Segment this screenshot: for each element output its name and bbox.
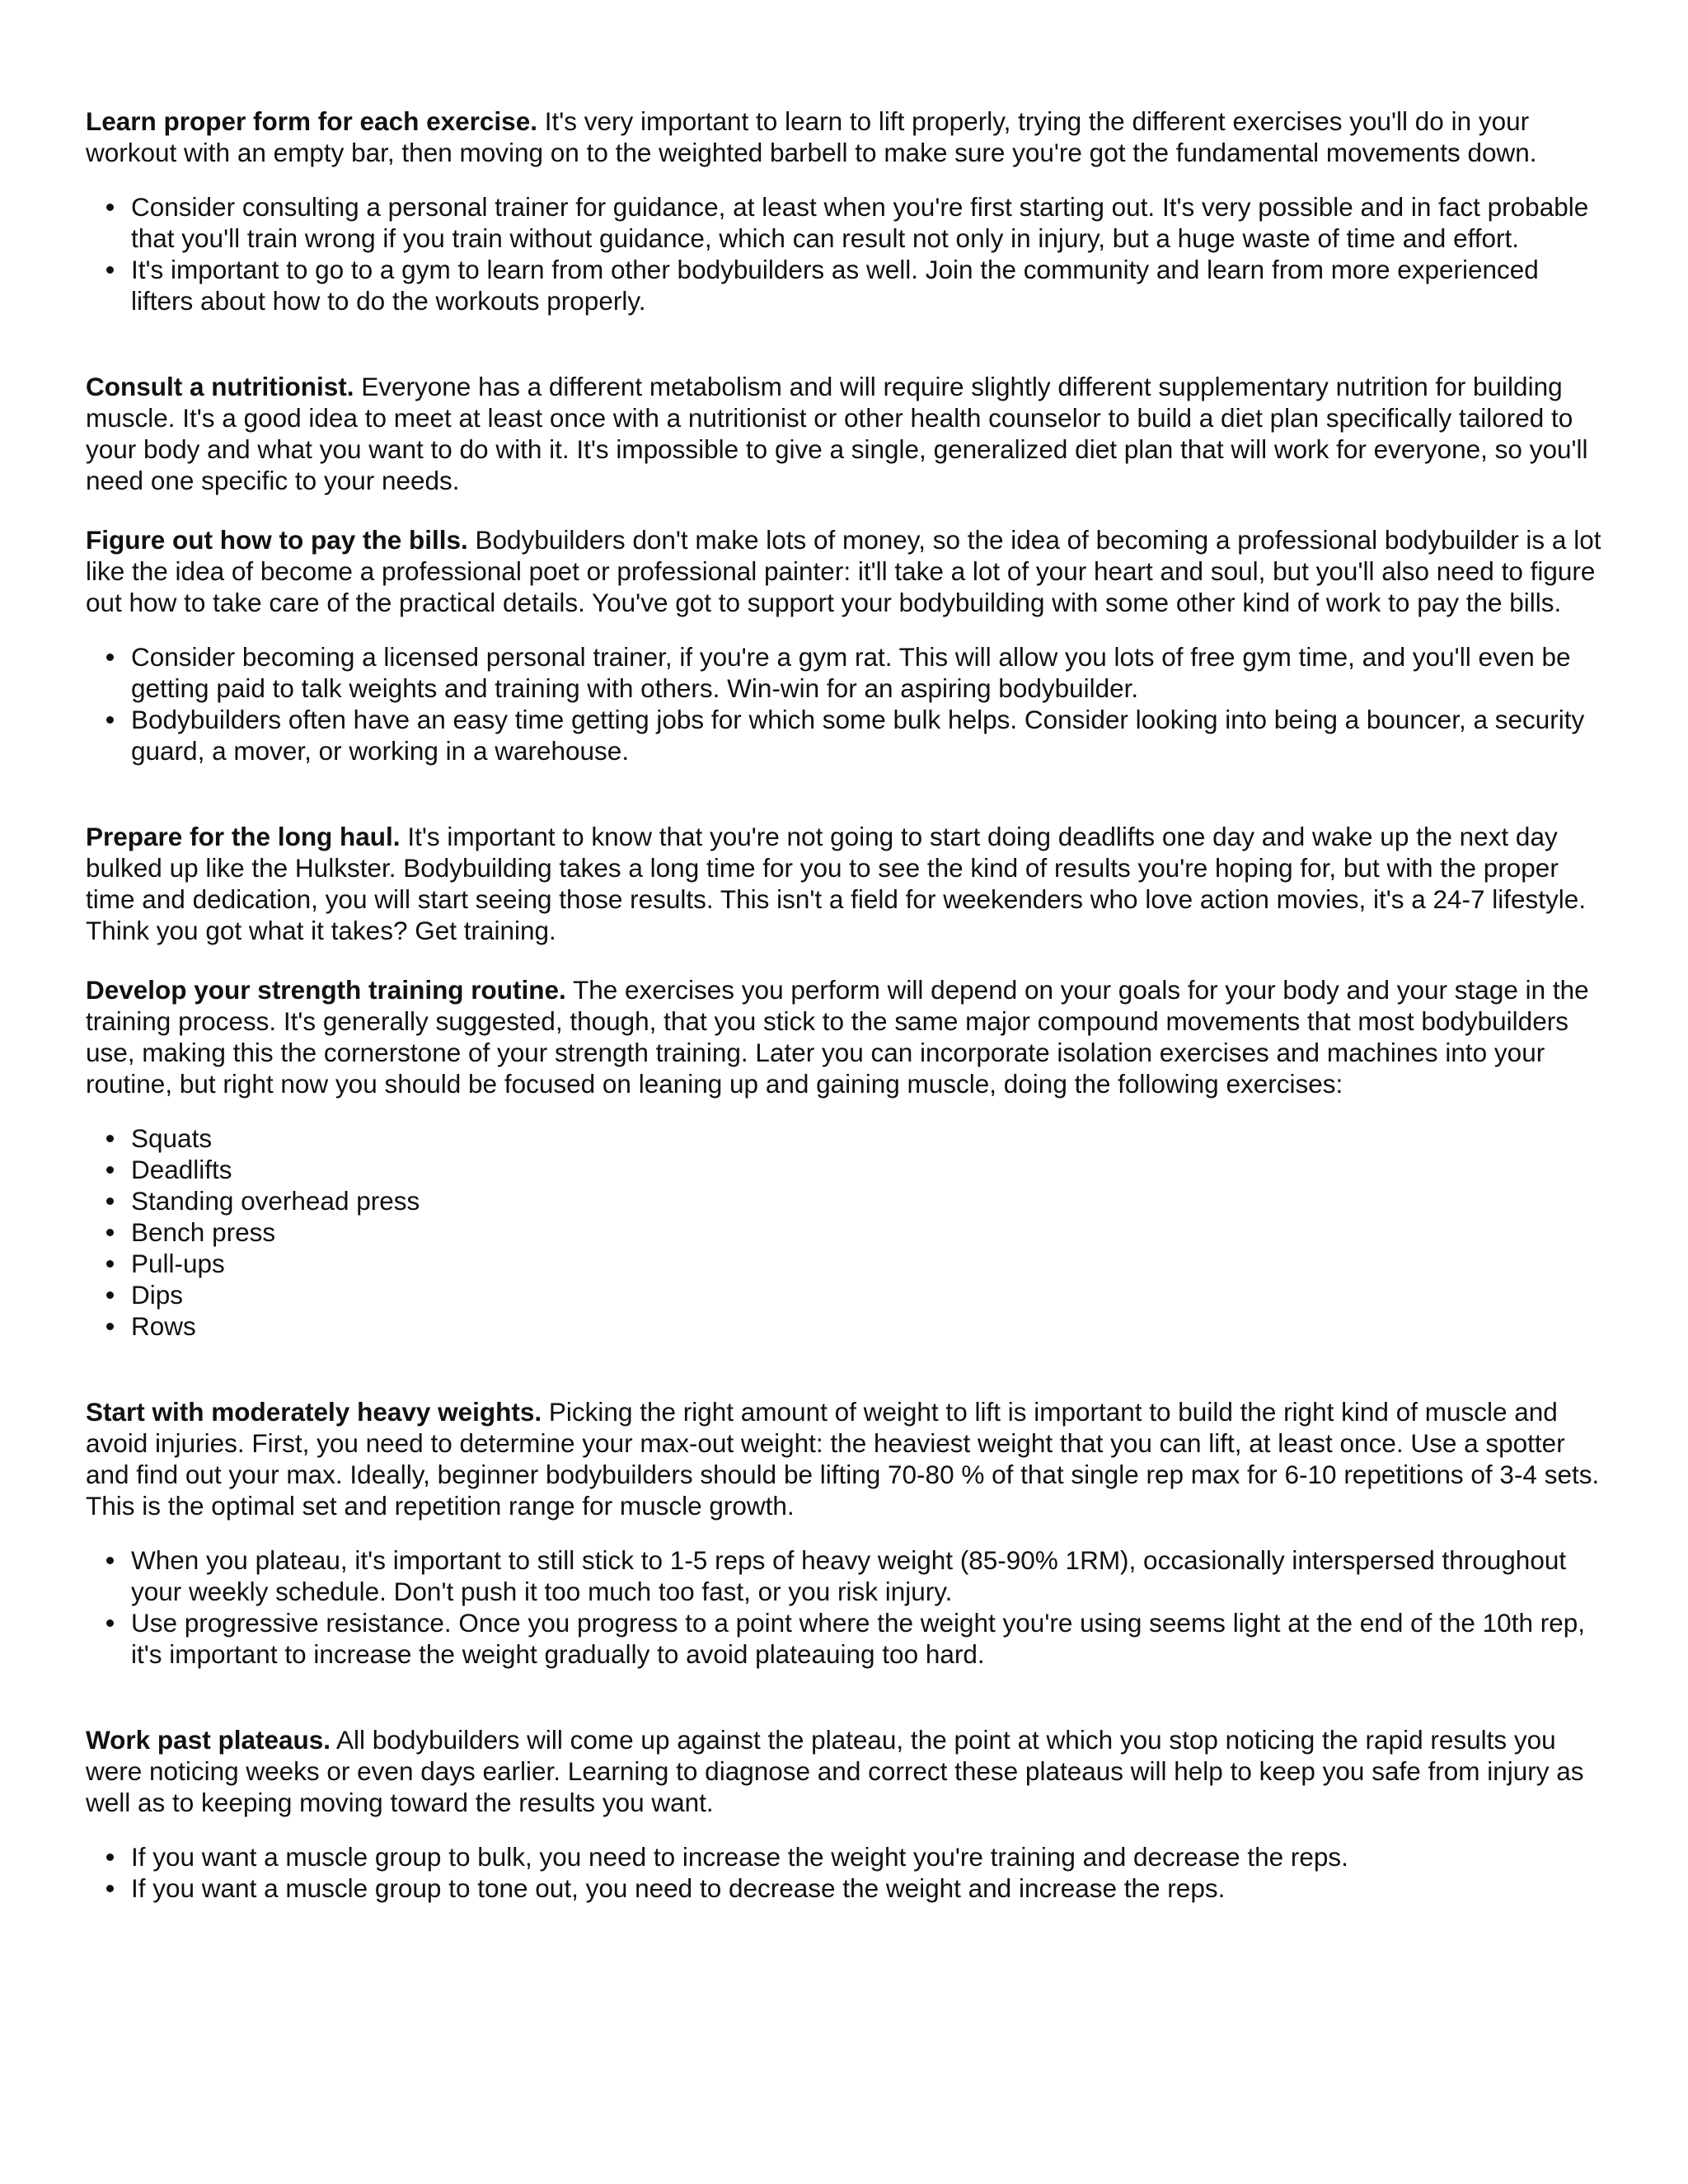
bullet-list [86,191,1602,316]
list-item: Deadlifts [131,1154,1602,1185]
list-item: Use progressive resistance. Once you progress to a point where the weight you're using seems light at the end of the 10th rep, it's important to increase the weight gradually to avoid plateauing too hard. [131,1607,1602,1670]
section-body: It's important to know that you're not going to start doing deadlifts one day and wake up the next day bulked up like the Hulkster. Bodybuilding takes a long time for you to see the kind of results you're hoping for, but with the proper time and dedication, you will start seeing those results. This isn't a field for weekenders who love action movies, it's a 24-7 lifestyle. Think you got what it takes? Get training. [86,822,1587,945]
list-item: Pull-ups [131,1248,1602,1279]
bullet-list [86,1841,1602,1904]
section-work-past-plateaus [86,1724,1602,1904]
section-body: The exercises you perform will depend on your goals for your body and your stage in the training process. It's generally suggested, though, that you stick to the same major compound movements that most bodybuilders use, making this the cornerstone of your strength training. Later you can incorporate isolation exercises and machines into your routine, but right now you should be focused on leaning up and gaining muscle, doing the following exercises: [86,975,1589,1099]
section-consult-nutritionist [86,371,1602,496]
section-strength-routine [86,974,1602,1342]
section-heading: Consult a nutritionist. [86,372,354,401]
section-body: Everyone has a different metabolism and will require slightly different supplementary nutrition for building muscle. It's a good idea to meet at least once with a nutritionist or other health counselor to build a diet plan specifically tailored to your body and what you want to do with it. It's impossible to give a single, generalized diet plan that will work for everyone, so you'll need one specific to your needs. [86,372,1588,495]
section-body: Bodybuilders don't make lots of money, so the idea of becoming a professional bodybuilder is a lot like the idea of become a professional poet or professional painter: it'll take a lot of your heart and soul, but you'll also need to figure out how to take care of the practical details. You've got to support your bodybuilding with some other kind of work to pay the bills. [86,525,1601,617]
section-paragraph [86,105,1602,168]
section-paragraph [86,821,1602,946]
section-body: Picking the right amount of weight to lift is important to build the right kind of muscle and avoid injuries. First, you need to determine your max-out weight: the heaviest weight that you can lift, at least once. Use a spotter and find out your max. Ideally, beginner bodybuilders should be lifting 70-80 % of that single rep max for 6-10 repetitions of 3-4 sets. This is the optimal set and repetition range for muscle growth. [86,1397,1600,1521]
list-item: Rows [131,1310,1602,1342]
section-moderately-heavy-weights [86,1396,1602,1670]
section-long-haul [86,821,1602,946]
section-body: It's very important to learn to lift properly, trying the different exercises you'll do in your workout with an empty bar, then moving on to the weighted barbell to make sure you're got the fundamental movements down. [86,106,1537,167]
exercise-list [86,1122,1602,1342]
section-body: All bodybuilders will come up against the plateau, the point at which you stop noticing the rapid results you were noticing weeks or even days earlier. Learning to diagnose and correct these plateaus will help to keep you safe from injury as well as to keeping moving toward the results you want. [86,1725,1584,1817]
section-paragraph [86,371,1602,496]
bullet-list [86,1544,1602,1670]
list-item: Consider becoming a licensed personal trainer, if you're a gym rat. This will allow you lots of free gym time, and you'll even be getting paid to talk weights and training with others. Win-win for an aspiring bodybuilder. [131,641,1602,704]
section-heading: Work past plateaus. [86,1725,331,1755]
section-paragraph [86,524,1602,618]
list-item: If you want a muscle group to tone out, you need to decrease the weight and increase the reps. [131,1872,1602,1904]
section-paragraph [86,974,1602,1099]
list-item: Dips [131,1279,1602,1310]
section-heading: Develop your strength training routine. [86,975,566,1005]
list-item: Bodybuilders often have an easy time getting jobs for which some bulk helps. Consider looking into being a bouncer, a security guard, a mover, or working in a warehouse. [131,704,1602,766]
section-pay-the-bills [86,524,1602,766]
section-paragraph [86,1724,1602,1818]
list-item: Standing overhead press [131,1185,1602,1216]
section-learn-proper-form [86,105,1602,316]
list-item: Consider consulting a personal trainer for guidance, at least when you're first starting out. It's very possible and in fact probable that you'll train wrong if you train without guidance, which can result not only in injury, but a huge waste of time and effort. [131,191,1602,254]
section-heading: Figure out how to pay the bills. [86,525,468,555]
list-item: If you want a muscle group to bulk, you need to increase the weight you're training and decrease the reps. [131,1841,1602,1872]
list-item: It's important to go to a gym to learn from other bodybuilders as well. Join the community and learn from more experienced lifters about how to do the workouts properly. [131,254,1602,316]
list-item: Squats [131,1122,1602,1154]
list-item: When you plateau, it's important to still stick to 1-5 reps of heavy weight (85-90% 1RM), occasionally interspersed throughout your weekly schedule. Don't push it too much too fast, or you risk injury. [131,1544,1602,1607]
list-item: Bench press [131,1216,1602,1248]
bullet-list [86,641,1602,766]
section-heading: Learn proper form for each exercise. [86,106,537,136]
section-paragraph [86,1396,1602,1521]
section-heading: Prepare for the long haul. [86,822,401,851]
section-heading: Start with moderately heavy weights. [86,1397,542,1427]
